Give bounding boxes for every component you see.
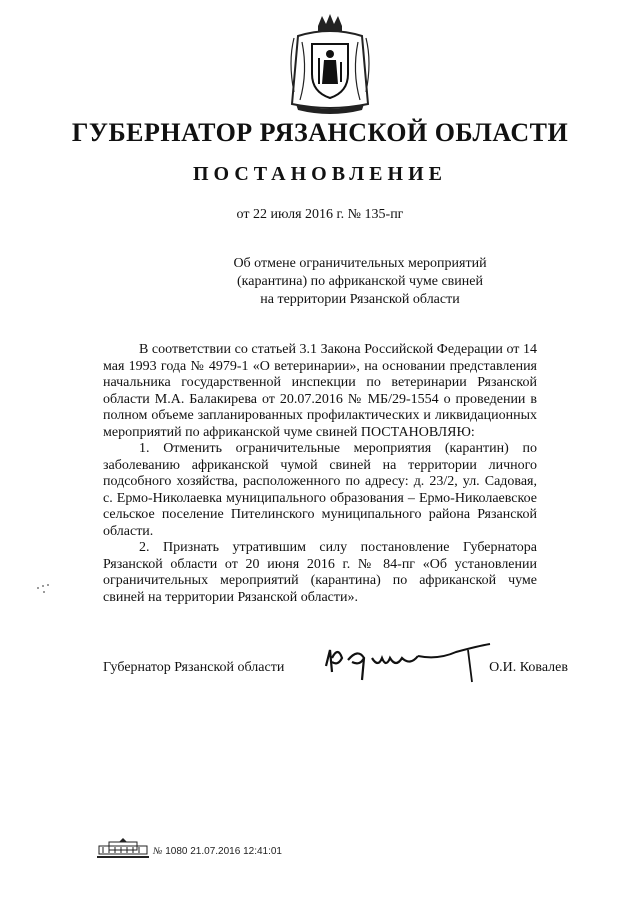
body-paragraph: В соответствии со статьей 3.1 Закона Российской Федерации от 14 мая 1993 года № 4979-1 «О ветеринарии», на основании представления начальника государственной инспекции по ветеринарии Рязанской области М.А. Балакирева от 20.07.2016 № МБ/29-1554 о проведении в полном объеме запланированных профилактических и ликвидационных мероприятий по африканской чуме свиней ПОСТАНОВЛЯЮ: xyxy=(103,342,537,440)
registration-number-time: 1080 21.07.2016 12:41:01 xyxy=(165,846,282,857)
registration-stamp-text xyxy=(153,846,282,857)
subject-line: Об отмене ограничительных мероприятий xyxy=(233,256,487,271)
subject-line: (карантина) по африканской чуме свиней xyxy=(237,274,483,289)
subject-block xyxy=(200,255,520,309)
signer-position: Губернатор Рязанской области xyxy=(103,660,285,675)
body-paragraph: 1. Отменить ограничительные мероприятия (карантин) по заболеванию африканской чумой свиней на территории личного подсобного хозяйства, расположенного по адресу: д. 23/2, ул. Садовая, с. Ермо-Николаевка муниципального образования – Ермо-Николаевское сельское поселение Пителинского муниципального района Рязанской области. xyxy=(103,441,537,539)
body-paragraph: 2. Признать утратившим силу постановление Губернатора Рязанской области от 20 июня 2016 г. № 84-пг «Об установлении ограничительных мероприятий (карантина) по африканской чуме свиней на территории Рязанской области». xyxy=(103,540,537,605)
number-sign-icon: № xyxy=(153,846,163,857)
handwritten-signature xyxy=(318,636,498,688)
signer-name: О.И. Ковалев xyxy=(489,660,568,675)
scan-artifact-dots xyxy=(34,580,54,600)
building-stamp-icon xyxy=(97,836,149,860)
issuer-title: ГУБЕРНАТОР РЯЗАНСКОЙ ОБЛАСТИ xyxy=(71,118,569,147)
coat-of-arms-icon xyxy=(288,12,372,116)
subject-line: на территории Рязанской области xyxy=(260,292,460,307)
document-type: ПОСТАНОВЛЕНИЕ xyxy=(193,163,447,185)
document-body xyxy=(103,342,537,606)
date-and-number: от 22 июля 2016 г. № 135-пг xyxy=(236,207,404,222)
